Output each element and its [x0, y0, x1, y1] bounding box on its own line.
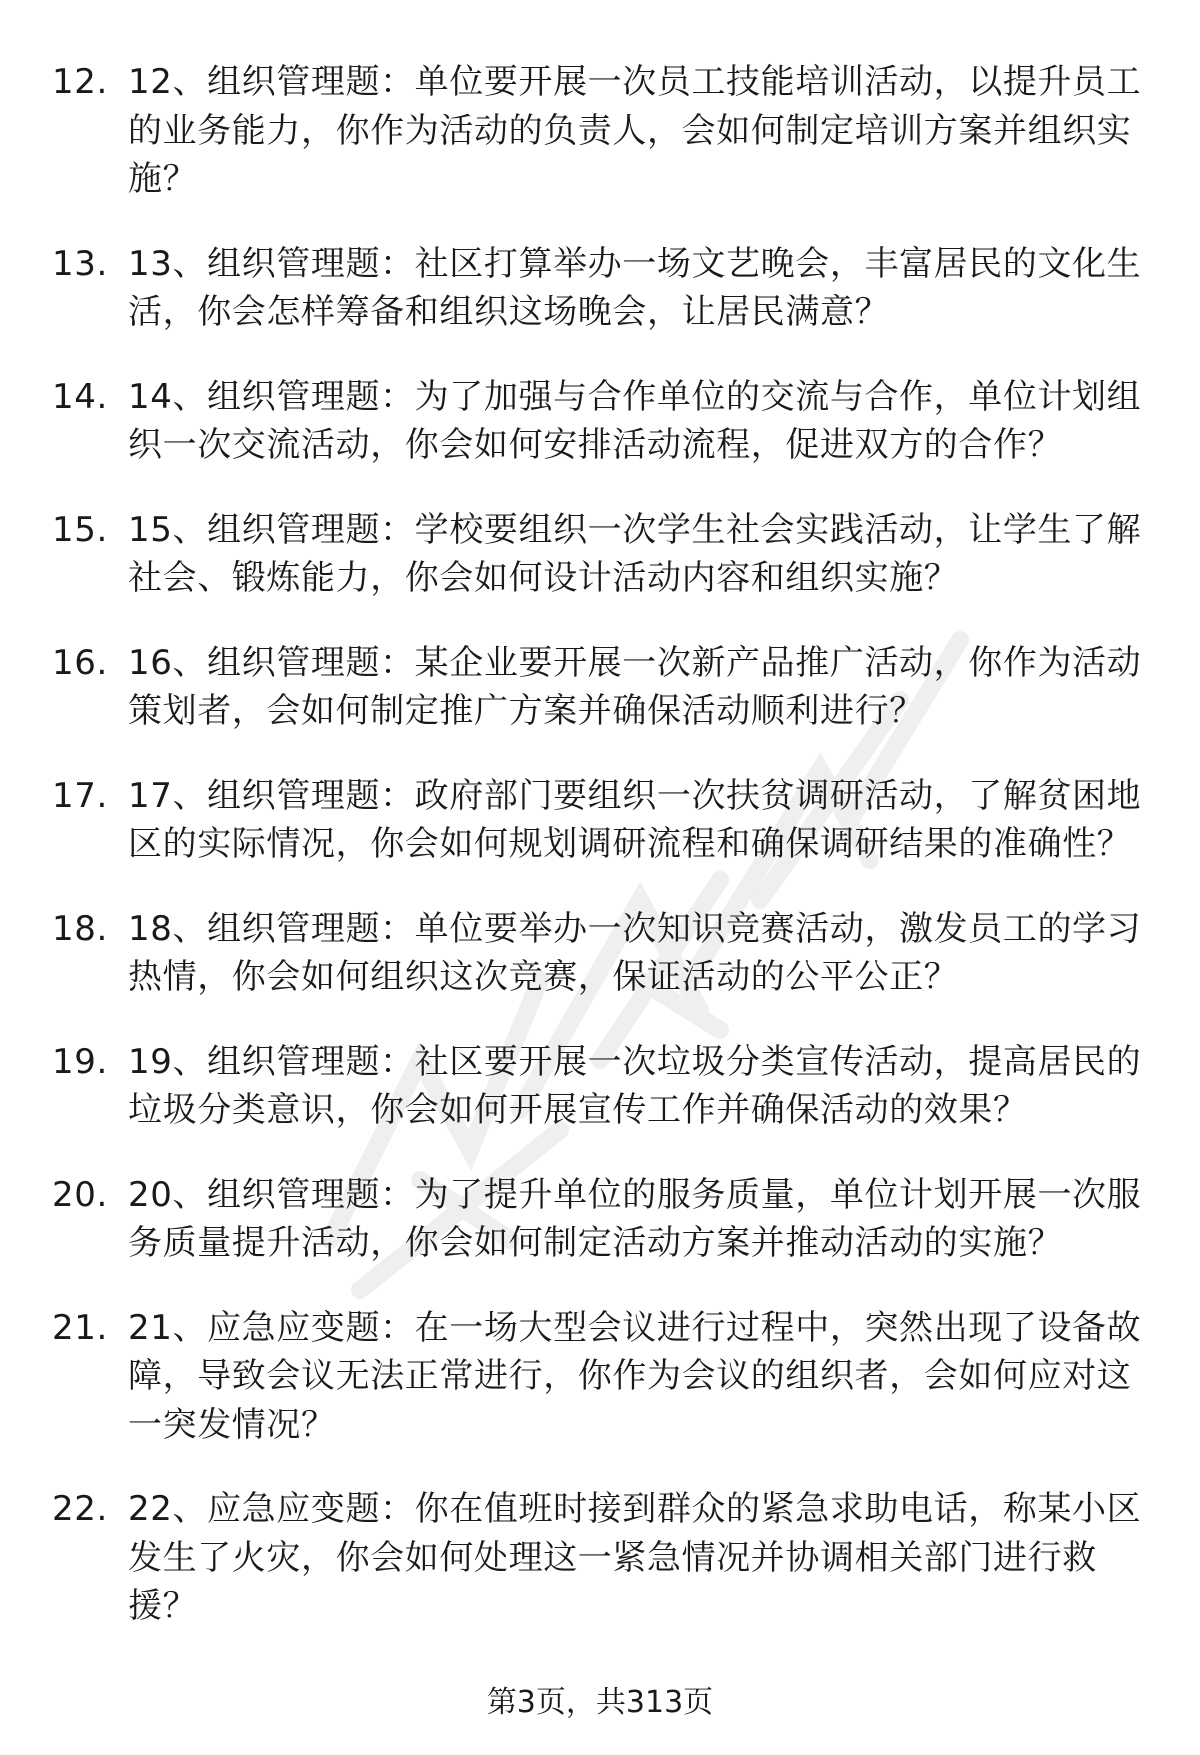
list-item [52, 1485, 1152, 1631]
question-list [52, 58, 1152, 1667]
question-number: 15. [52, 509, 108, 550]
question-text: 20、组织管理题：为了提升单位的服务质量，单位计划开展一次服务质量提升活动，你会如何制定活动方案并推动活动的实施？ [128, 1174, 1142, 1263]
question-text: 13、组织管理题：社区打算举办一场文艺晚会，丰富居民的文化生活，你会怎样筹备和组织这场晚会，让居民满意？ [128, 243, 1142, 332]
list-item [52, 240, 1152, 337]
question-text: 17、组织管理题：政府部门要组织一次扶贫调研活动，了解贫困地区的实际情况，你会如何规划调研流程和确保调研结果的准确性？ [128, 775, 1142, 864]
question-number: 17. [52, 775, 108, 816]
question-number: 13. [52, 243, 108, 284]
question-text: 21、应急应变题：在一场大型会议进行过程中，突然出现了设备故障，导致会议无法正常进行，你作为会议的组织者，会如何应对这一突发情况？ [128, 1307, 1142, 1445]
question-text: 14、组织管理题：为了加强与合作单位的交流与合作，单位计划组织一次交流活动，你会如何安排活动流程，促进双方的合作？ [128, 376, 1142, 465]
list-item [52, 58, 1152, 204]
question-text: 18、组织管理题：单位要举办一次知识竞赛活动，激发员工的学习热情，你会如何组织这次竞赛，保证活动的公平公正？ [128, 908, 1142, 997]
list-item [52, 1304, 1152, 1450]
question-number: 16. [52, 642, 108, 683]
question-number: 14. [52, 376, 108, 417]
list-item [52, 639, 1152, 736]
question-number: 21. [52, 1307, 108, 1348]
question-text: 15、组织管理题：学校要组织一次学生社会实践活动，让学生了解社会、锻炼能力，你会如何设计活动内容和组织实施？ [128, 509, 1142, 598]
question-text: 12、组织管理题：单位要开展一次员工技能培训活动，以提升员工的业务能力，你作为活动的负责人，会如何制定培训方案并组织实施？ [128, 62, 1142, 199]
question-number: 18. [52, 908, 108, 949]
question-number: 20. [52, 1174, 108, 1215]
question-number: 19. [52, 1041, 108, 1082]
page-number-footer: 第3页，共313页 [486, 1685, 714, 1720]
question-text: 16、组织管理题：某企业要开展一次新产品推广活动，你作为活动策划者，会如何制定推广方案并确保活动顺利进行？ [128, 642, 1142, 731]
question-text: 22、应急应变题：你在值班时接到群众的紧急求助电话，称某小区发生了火灾，你会如何处理这一紧急情况并协调相关部门进行救援？ [128, 1489, 1142, 1626]
list-item [52, 506, 1152, 603]
list-item [52, 1171, 1152, 1268]
question-text: 19、组织管理题：社区要开展一次垃圾分类宣传活动，提高居民的垃圾分类意识，你会如何开展宣传工作并确保活动的效果？ [128, 1041, 1142, 1130]
question-number: 12. [52, 62, 108, 102]
list-item [52, 772, 1152, 869]
list-item [52, 905, 1152, 1002]
list-item [52, 1038, 1152, 1135]
question-number: 22. [52, 1489, 108, 1529]
list-item [52, 373, 1152, 470]
